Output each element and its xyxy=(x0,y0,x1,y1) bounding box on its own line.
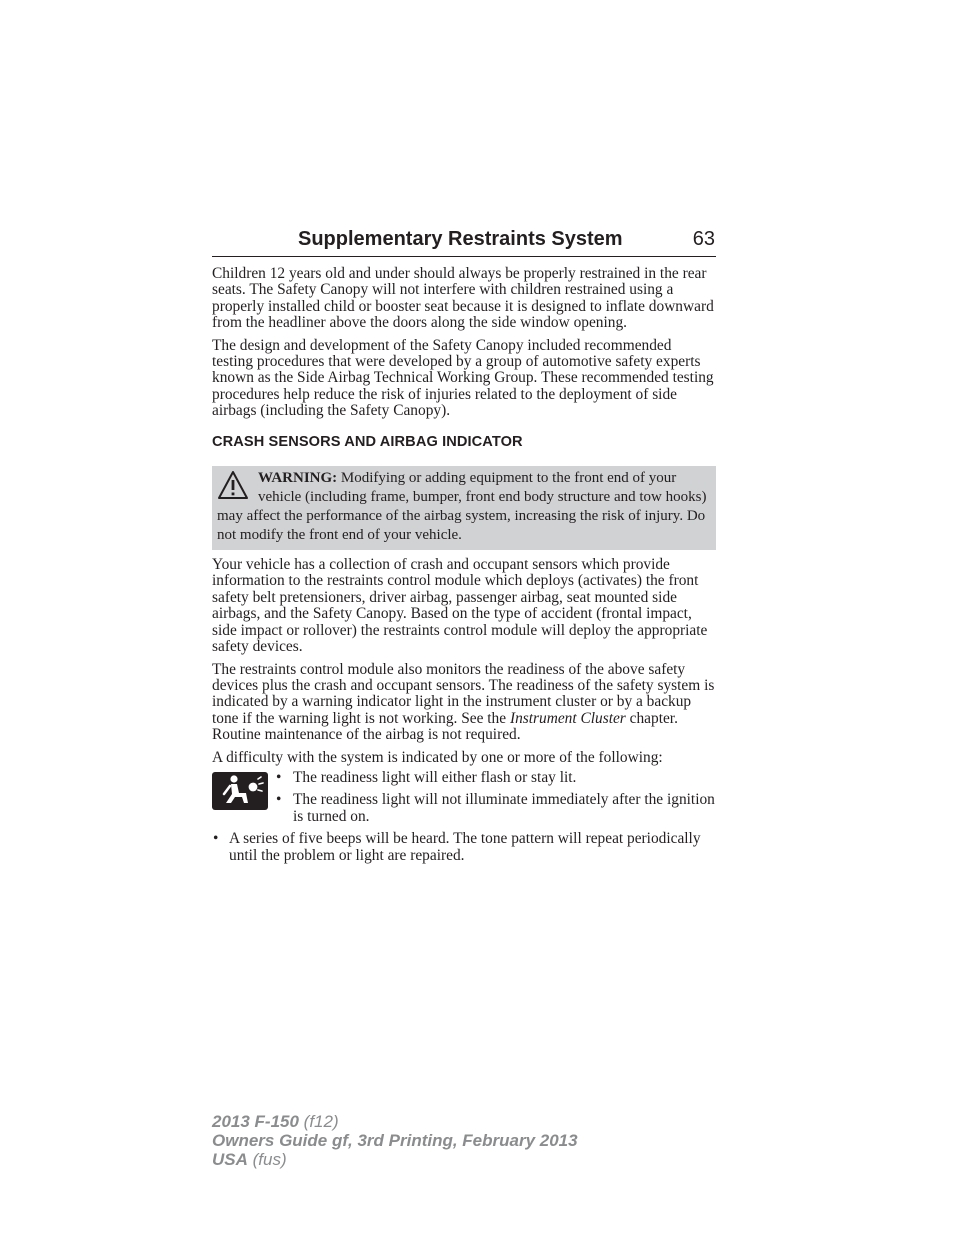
page-header xyxy=(212,228,716,257)
indicator-bullets xyxy=(212,770,716,831)
footer-model: 2013 F-150 xyxy=(212,1112,299,1131)
footer-model-code: (f12) xyxy=(298,1112,339,1131)
footer-region: USA xyxy=(212,1150,248,1169)
paragraph-difficulty: A difficulty with the system is indicated by one or more of the following: xyxy=(212,748,663,766)
indicator-bullet-list xyxy=(276,770,716,831)
page-title: Supplementary Restraints System xyxy=(298,228,623,250)
warning-box xyxy=(212,466,716,550)
airbag-warning-icon xyxy=(212,772,268,810)
footer-region-code: (fus) xyxy=(247,1150,287,1169)
list-item: • The readiness light will either flash or stay lit. xyxy=(276,770,716,786)
paragraph-children: Children 12 years old and under should always be properly restrained in the rear seats. The Safety Canopy will not interfere with children restrained using a properly installed child or booster seat because it is designed to inflate downward from the headliner above the doors along the side window opening. xyxy=(212,265,714,332)
paragraph-monitor-text-2: chapter. Routine maintenance of the airbag is not required. xyxy=(212,709,678,744)
footer-line-guide xyxy=(212,1131,578,1150)
beeps-bullet-list xyxy=(212,831,716,864)
warning-text: Modifying or adding equipment to the front end of your vehicle (including frame, bumper, front end body structure and tow hooks) may affect the performance of the airbag system, increasing the risk of injury. Do not modify the front end of your vehicle. xyxy=(217,470,707,544)
paragraph-design: The design and development of the Safety Canopy included recommended testing procedures that were developed by a group of automotive safety experts known as the Side Airbag Technical Working Group. These recommended testing procedures help reduce the risk of injuries related to the deployment of side airbags (including the Safety Canopy). xyxy=(212,336,714,420)
footer-guide: Owners Guide gf, 3rd Printing, February 2013 xyxy=(212,1131,578,1150)
instrument-cluster-reference: Instrument Cluster xyxy=(509,709,626,727)
section-title: CRASH SENSORS AND AIRBAG INDICATOR xyxy=(212,433,523,450)
manual-page xyxy=(212,228,716,864)
page-footer xyxy=(212,1112,578,1169)
footer-line-model xyxy=(212,1112,578,1131)
footer-line-region xyxy=(212,1150,578,1169)
list-item: • The readiness light will not illuminate immediately after the ignition is turned on. xyxy=(276,792,716,825)
paragraph-sensors: Your vehicle has a collection of crash and occupant sensors which provide information to the restraints control module which deploys (activates) the front safety belt pretensioners, driver airbag, passenger airbag, seat mounted side airbags, and the Safety Canopy. Based on the type of accident (frontal impact, side impact or rollover) the restraints control module will deploy the appropriate safety devices. xyxy=(212,556,708,656)
paragraph-monitor xyxy=(212,662,716,744)
warning-triangle-icon xyxy=(217,470,249,500)
page-number: 63 xyxy=(692,228,715,250)
warning-label: WARNING: xyxy=(258,470,338,487)
list-item: • A series of five beeps will be heard. The tone pattern will repeat periodically until the problem or light are repaired. xyxy=(212,831,716,864)
paragraph-monitor-text-1: The restraints control module also monitors the readiness of the above safety devices plus the crash and occupant sensors. The readiness of the safety system is indicated by a warning indicator light in the instrument cluster or by a backup tone if the warning light is not working. See the xyxy=(212,660,715,727)
